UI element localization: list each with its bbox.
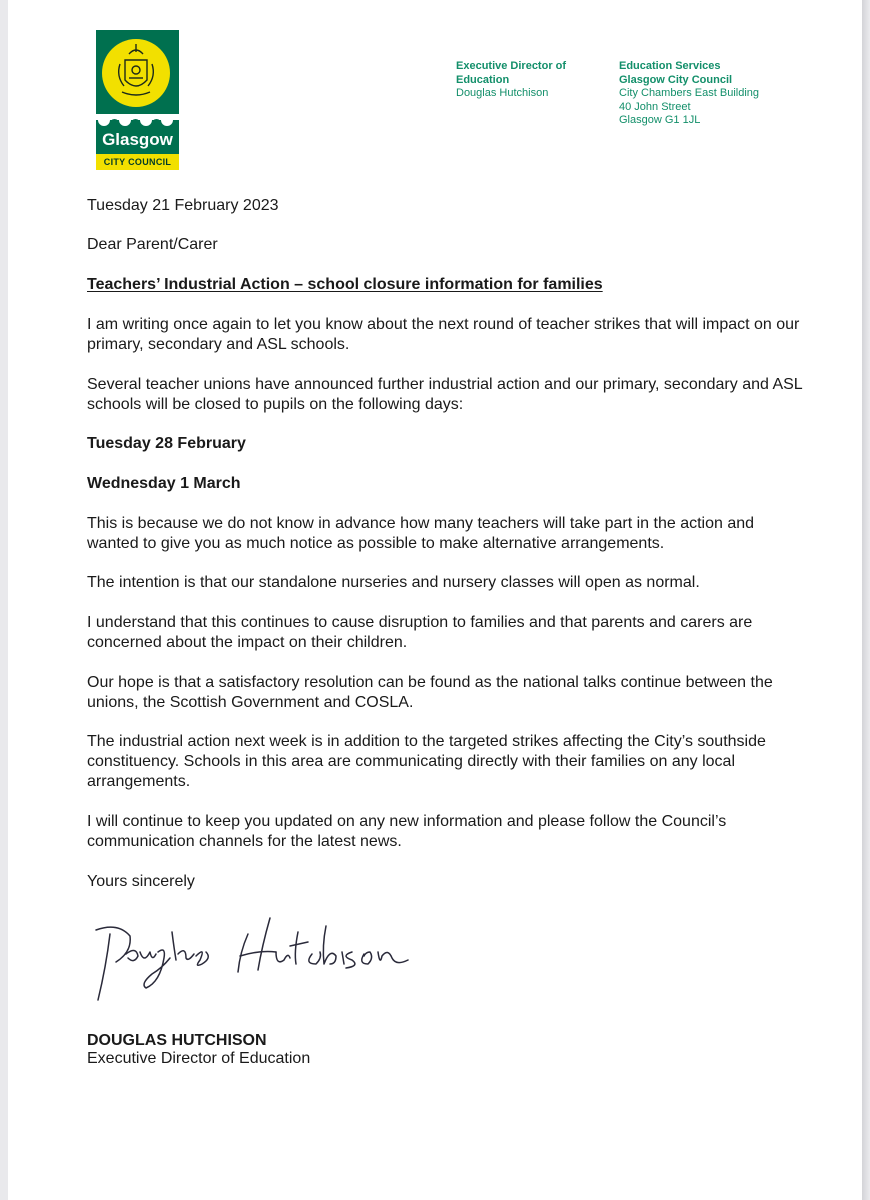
closure-date: Wednesday 1 March [87,475,241,492]
department-name: Education Services [619,60,721,72]
coat-of-arms-icon [96,30,179,130]
salutation: Dear Parent/Carer [87,236,218,253]
sender-block [456,60,606,101]
glasgow-city-council-logo [96,30,179,170]
signatory-name: DOUGLAS HUTCHISON [87,1032,267,1049]
logo-wordmark: Glasgow [102,130,173,149]
letter-page [8,0,862,1200]
address-block [619,60,799,128]
council-name: Glasgow City Council [619,73,733,86]
address-line: Glasgow G1 1JL [619,114,701,126]
body-paragraph: The intention is that our standalone nurseries and nursery classes will open as normal. [87,574,700,591]
closure-date: Tuesday 28 February [87,435,246,452]
subject-heading: Teachers’ Industrial Action – school closure information for families [87,276,603,293]
address-line: 40 John Street [619,100,691,113]
letter-date: Tuesday 21 February 2023 [87,197,279,214]
director-name: Douglas Hutchison [456,87,549,99]
handwritten-signature [90,912,420,1007]
sign-off: Yours sincerely [87,873,195,890]
body-paragraph: This is because we do not know in advance how many teachers will take part in the action and wanted to give you as much notice as possible to make alternative arrangements. [87,515,755,552]
director-title: Executive Director of Education [456,60,567,86]
address-line: City Chambers East Building [619,87,760,99]
body-paragraph: I will continue to keep you updated on any new information and please follow the Council’s communication channels for the latest news. [87,813,727,850]
logo-tagline: CITY COUNCIL [96,154,179,170]
body-paragraph: Several teacher unions have announced further industrial action and our primary, secondary and ASL schools will be closed to pupils on the following days: [87,376,803,413]
body-paragraph: I understand that this continues to cause disruption to families and that parents and carers are concerned about the impact on their children. [87,614,753,651]
body-paragraph: Our hope is that a satisfactory resolution can be found as the national talks continue between the unions, the Scottish Government and COSLA. [87,674,773,711]
body-paragraph: I am writing once again to let you know about the next round of teacher strikes that will impact on our primary, secondary and ASL schools. [87,316,800,353]
signatory-title: Executive Director of Education [87,1050,311,1067]
page-edge [862,0,870,1200]
body-paragraph: The industrial action next week is in addition to the targeted strikes affecting the City’s southside constituency. Schools in this area are communicating directly with their families on any local arrangements. [87,733,766,790]
